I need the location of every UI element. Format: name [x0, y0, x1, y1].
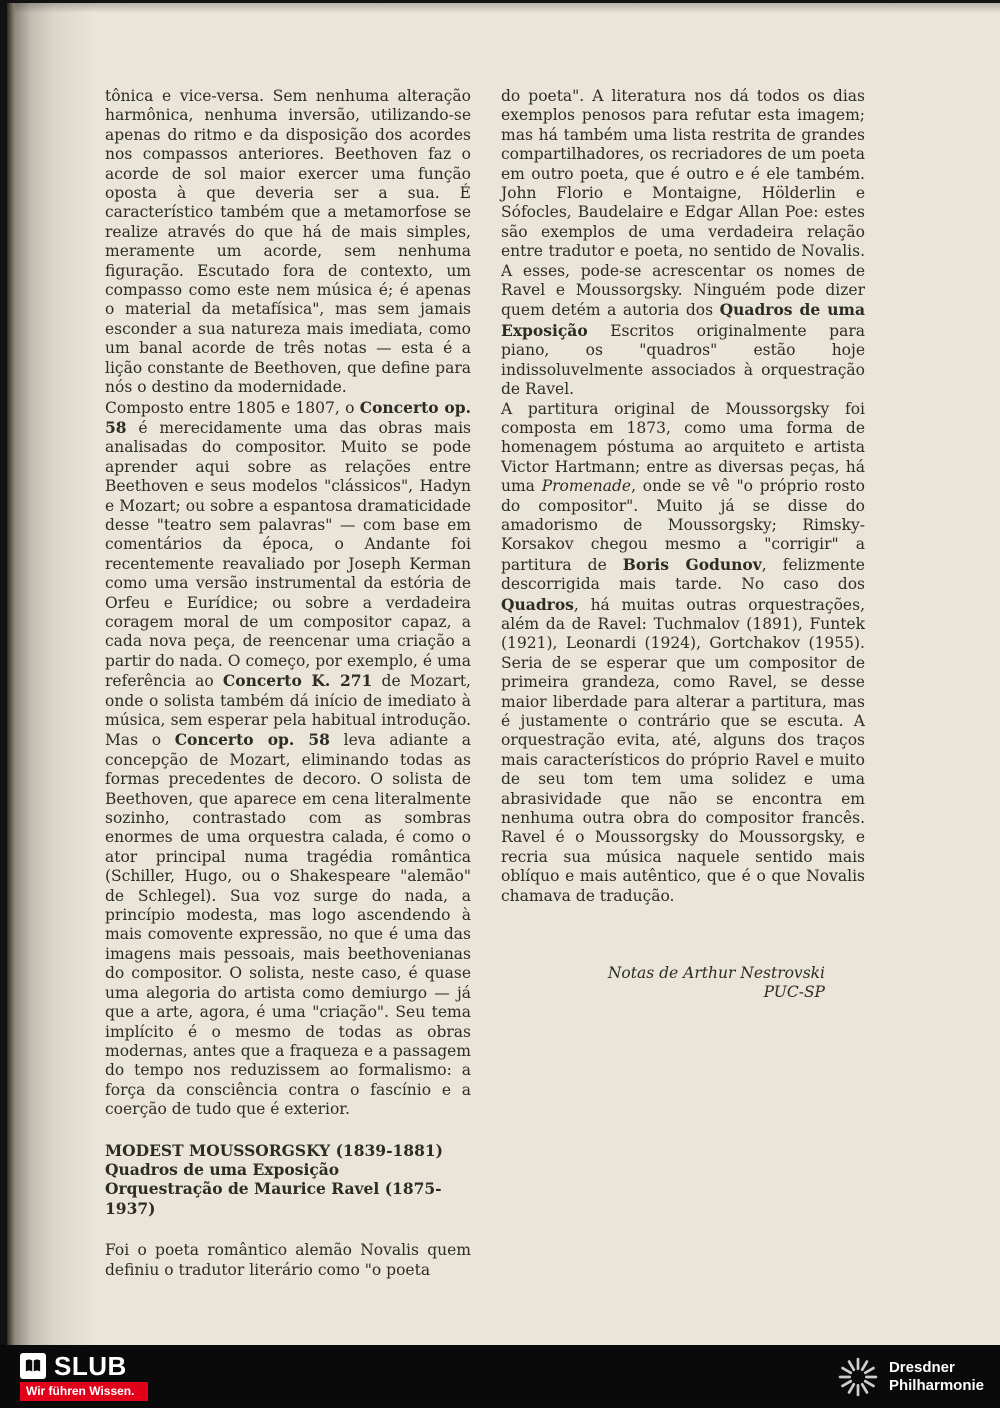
page-text-column-right [501, 87, 865, 1003]
viewer-footer [0, 1345, 1000, 1408]
paragraph: Composto entre 1805 e 1807, o Concerto op. 58 é merecidamente uma das obras mais analisadas do compositor. Muito se pode aprender aqui sobre as relações entre Beethoven e seus modelos "clássicos", Hadyn e Mozart; ou sobre a espantosa dramaticidade desse "teatro sem palavras" — com base em comentários da época, o Andante foi recentemente reavaliado por Joseph Kerman como uma versão instrumental da estória de Orfeu e Eurídice; ou sobre a verdadeira coragem moral de um compositor capaz, a cada nova peça, de reencenar uma criação a partir do nada. O começo, por exemplo, é uma referência ao Concerto K. 271 de Mozart, onde o solista também dá início de imediato à música, sem esperar pela habitual introdução. Mas o Concerto op. 58 leva adiante a concepção de Mozart, eliminando todas as formas precedentes de decoro. O solista de Beethoven, que aparece em cena literalmente sozinho, contrastado com as sombras enormes de uma orquestra calada, é como o ator principal numa tragédia romântica (Schiller, Hugo, ou o Shakespeare "alemão" de Schlegel). Sua voz surge do nada, a princípio modesta, mas logo ascendendo à mais comovente expressão, no que é uma das imagens mais pessoais, mais beethovenianas do compositor. O solista, neste caso, é quase uma alegoria do artista como demiurgo — já que a arte, agora, é uma "criação". Seu tema implícito é o mesmo de todas as obras modernas, antes que a fraqueza e a passagem do tempo nos reduzissem ao formalismo: a força da consciência contra o fascínio e a coerção de tudo que é exterior. [105, 397, 472, 1119]
paragraph: Foi o poeta romântico alemão Novalis quem definiu o tradutor literário como "o poeta [105, 1241, 471, 1279]
philharmonie-name-line1: Dresdner [888, 1358, 955, 1376]
slub-logo-text: SLUB [54, 1350, 127, 1381]
slub-tagline: Wir führen Wissen. [20, 1382, 148, 1401]
section-heading: MODEST MOUSSORGSKY (1839-1881) Quadros de uma Exposição Orquestração de Maurice Ravel (1875-1937) [105, 1140, 443, 1218]
philharmonie-sunburst-icon [837, 1356, 879, 1398]
scanned-page [15, 3, 1000, 1345]
paragraph: tônica e vice-versa. Sem nenhuma alteração harmônica, nenhuma inversão, utilizando-se apenas do ritmo e da disposição dos acordes nos compassos anteriores. Beethoven faz o acorde de sol maior exercer uma função oposta à que deveria ser a sua. É característico também que a metamorfose se realize através do que há de mais simples, meramente um acorde, sem nenhuma figuração. Escutado fora de contexto, um compasso como este nem música é; é apenas o material da metafísica", mas sem jamais esconder a sua natureza mais imediata, como um banal acorde de três notas — esta é a lição constante de Beethoven, que define para nós o destino da modernidade. [105, 87, 471, 397]
paragraph: A partitura original de Moussorgsky foi composta em 1873, como uma forma de homenagem póstuma ao arquiteto e artista Victor Hartmann; entre as diversas peças, há uma Promenade, onde se vê "o próprio rosto do compositor". Muito já se disse do amadorismo de Moussorgsky; Rimsky-Korsakov chegou mesmo a "corrigir" a partitura de Boris Godunov, felizmente descorrigida mais tarde. No caso dos Quadros, há muitas outras orquestrações, além da de Ravel: Tuchmalov (1891), Funtek (1921), Leonardi (1924), Gortchakov (1955). Seria de se esperar que um compositor de primeira grandeza, como Ravel, se desse maior liberdade para alterar a partitura, mas é justamente o contrário que se escuta. A orquestração evita, até, alguns dos traços mais característicos do próprio Ravel e muito de seu tom tem uma solidez e uma abrasividade que não se encontra em nenhuma outra obra do compositor francês. Ravel é o Moussorgsky do Moussorgsky, e recria sua música naquele sentido mais oblíquo e mais autêntico, que é o que Novalis chamava de tradução. [501, 399, 865, 905]
open-book-icon [20, 1353, 46, 1379]
slub-branding [20, 1350, 148, 1401]
page-text-column-left [105, 87, 471, 1280]
philharmonie-name [889, 1359, 984, 1395]
paragraph: do poeta". A literatura nos dá todos os dias exemplos penosos para refutar esta imagem; mas há também uma lista restrita de grandes compartilhadores, os recriadores de um poeta em outro poeta, que é outro e é ele também. John Florio e Montaigne, Hölderlin e Sófocles, Baudelaire e Edgar Allan Poe: estes são exemplos de uma verdadeira relação entre tradutor e poeta, no sentido de Novalis. A esses, pode-se acrescentar os nomes de Ravel e Moussorgsky. Ninguém pode dizer quem detém a autoria dos Quadros de uma Exposição Escritos originalmente para piano, os "quadros" estão hoje indissoluvelmente associados à orquestração de Ravel. [501, 87, 866, 399]
philharmonie-name-line2: Philharmonie [888, 1376, 984, 1394]
author-signature: Notas de Arthur Nestrovski PUC-SP [607, 964, 825, 1002]
dresdner-philharmonie-branding [837, 1356, 984, 1398]
